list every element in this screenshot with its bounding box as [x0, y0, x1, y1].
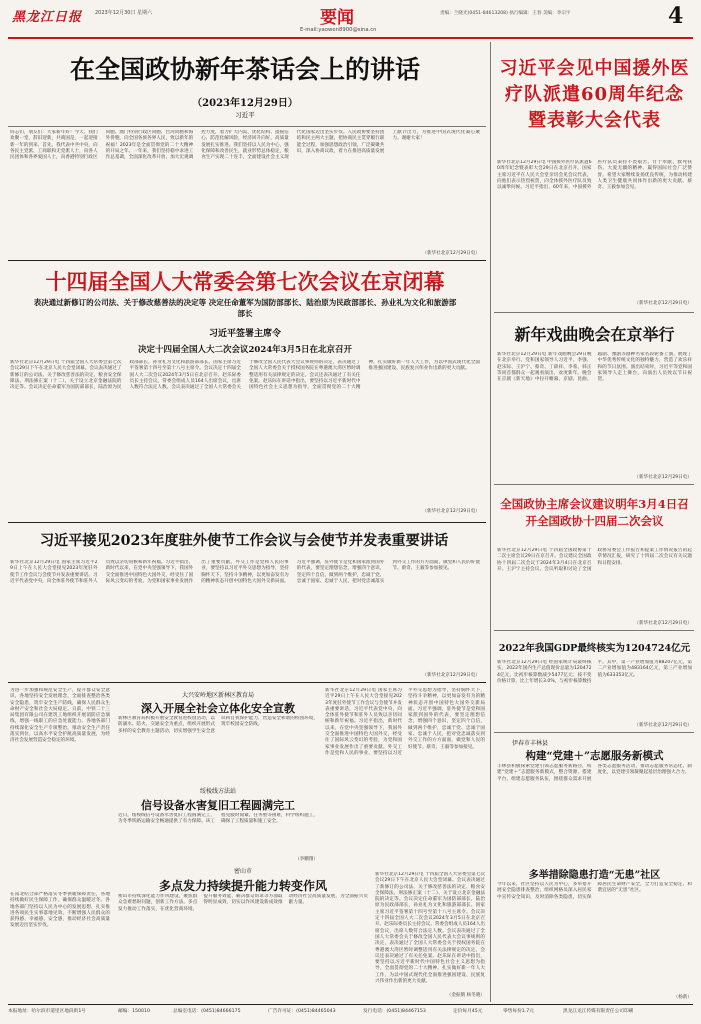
footer-price: 定价每月45元: [453, 1009, 483, 1014]
party-body-2: 今年以来，社区坚持以人民为中心，多举措开展安全隐患排查整治，组织网格员深入居民家中宣传安全知识，及时消除各类隐患，切实保障居民生命财产安全，全力打造安全稳定、和谐宜居的“无患”社区。: [497, 882, 692, 900]
story3-continued: 新华社北京12月29日电 国家主席习近平29日上午在人民大会堂接见2023年度驻外使节工作会议与会使节并发表重要讲话。习近平代表党中央，向全体驻外使节和驻外人员致以亲切问候和新年祝福。习近平指出，新时代以来，在党中央坚强领导下，我国外交全面推进中国特色大国外交，经受住了国际风云变幻的考验，为党和国家事业发展作出了重要贡献。外交工作是党和人民的事业，要坚持以习近平外交思想为指导，坚持胸怀天下，坚持斗争精神，以更加奋发有为的精神状态开创中国特色大国外交新局面。习近平强调，驻外使节是党和国家派到国外的代表，要坚定理想信念，增强四个意识，坚定四个自信，做到两个维护，忠诚于党、忠诚于国家、忠诚于人民，把对党忠诚落实到外交工作的方方面面，做党和人民的好使节。蔡奇、王毅等参加接见。: [325, 688, 485, 756]
lead-headline: 在全国政协新年茶话会上的讲话: [69, 55, 420, 84]
envoys-source: （新华社北京12月29日电）: [422, 673, 480, 678]
story3-continued-2: 新华社北京12月29日电 十四届全国人大常委会第七次会议29日下午在北京人民大会堂闭幕。会议表决通过了新修订的公司法、关于修改慈善法的决定、粮食安全保障法、刑法修正案（十二）、关于设立北京金融法院的决定等。会议决定任命董军为国防部部长，陆治原为民政部部长，孙业礼为文化和旅游部部长。国家主席习近平签署第十四号至第十八号主席令。会议决定十四届全国人大二次会议2024年3月5日在北京召开。赵乐际委员长主持会议。常委会组成人员164人出席会议，出席人数符合法定人数。会议表决通过了全国人大常委会关于修改全国人民代表大会议事规则的决定，表决通过了全国人大常委会关于授权国务院在粤港澳大湾区暂时调整适用有关法律规定的决定。会议还表决通过了有关任免案。赵乐际在讲话中指出，要坚持以习近平新时代中国特色社会主义思想为指导，全面贯彻党的二十大精神，扎实做好新一年人大工作，为以中国式现代化全面推进强国建设、民族复兴伟业作出新的更大贡献。: [375, 872, 485, 985]
repair-headline: 信号设备水害复旧工程圆满完工: [141, 799, 295, 812]
cppcc-body: 新华社北京12月29日电 十四届全国政协第十二次主席会议29日在京召开。会议建议全国政协十四届二次会议于2024年3月4日在北京召开。王沪宁主持会议。会议听取和讨论了全国政协常委会工作报告和提案工作情况报告的起草情况汇报，研究了十四届二次会议有关议题和日程安排。: [497, 548, 692, 572]
lead-dateline: （2023年12月29日）: [192, 98, 298, 109]
party-kicker: 伊春市丰林县: [512, 740, 549, 747]
footer-distribution: 发行电话：(0451)84467153: [363, 1009, 426, 1014]
party-body: 丰林县积极探索党建引领志愿服务新路径，构建“党建＋”志愿服务新模式，整合资源，搭建平台，组建志愿服务队伍，围绕群众需求开展各类志愿服务活动，推动志愿服务常态化、制度化，以党建引领凝聚起基层治理强大合力。: [497, 764, 692, 782]
envoys-top-rule: [8, 522, 486, 523]
doctors-rule: [494, 312, 694, 313]
envoys-headline: 习近平接见2023年度驻外使节工作会议与会使节并发表重要讲话: [39, 533, 449, 549]
npc-subline: 习近平签署主席令: [208, 329, 281, 339]
opera-body: 新华社北京12月29日电 新年戏曲晚会29日晚在北京举行。党和国家领导人习近平、李强、赵乐际、王沪宁、蔡奇、丁薛祥、李希、韩正等同首都群众一起观看演出，欢度新年。晚会在京剧《新天地》中拉开帷幕，京剧、昆曲、越剧、豫剧等剧种名家名段轮番上演，展现了中华优秀传统文化的独特魅力，营造了欢乐祥和的节日氛围。演出结束时，习近平等党和国家领导人走上舞台，向演出人员致以节日祝贺。: [497, 352, 692, 383]
doctors-body: 新华社北京12月29日电 中国援外医疗队派遣60周年纪念暨表彰大会29日在北京召开。国家主席习近平在人民大会堂亲切会见会议代表，向他们表示热烈祝贺，向全体援外医疗队员致以诚挚问候。习近平指出，60年来，中国援外医疗队员秉持不畏艰苦、甘于奉献、救死扶伤、大爱无疆的精神，赢得国际社会广泛赞誉。希望大家继续发扬优良传统，为推动构建人类卫生健康共同体作出新的更大贡献。蔡奇、王毅参加会见。: [497, 160, 692, 191]
footer-address: 本报地址：哈尔滨市道里区地段街1号: [8, 1009, 86, 1014]
footer: [8, 1008, 693, 1018]
story3-headline: 多点发力持续提升能力转变作风: [158, 879, 327, 893]
footer-news-hotline: 总编室电话：(0451)84666175: [173, 1009, 241, 1014]
masthead: [0, 0, 701, 37]
footer-ad-phone: 广告许可证：(0451)84465043: [268, 1009, 336, 1014]
opera-rule: [494, 484, 694, 485]
repair-body: 近日，绥棱线信号设备水害复旧工程圆满完工，为冬季铁路运输安全畅通提供了有力保障。该工程克服时间紧、任务重等困难，科学组织施工，确保了工程质量和施工安全。: [118, 813, 318, 825]
bottom-left-body: 为进一步加强和规范安全生产，提升群众安全意识，各地坚持安全发展理念，全面排查整治各类安全隐患，筑牢安全生产防线，确保人民群众生命财产安全和社会大局稳定。日前，中铁二十三局集团有限公司在建筑工地组织开展消防应急演练，增强一线职工的应急处置能力。各地各部门持续深化安全生产专项整治，推动安全生产责任落实到位，以高水平安全护航高质量发展，为经济社会发展营造安全稳定的环境。: [10, 688, 110, 744]
gdp-rule: [494, 732, 694, 733]
column-separator: [490, 42, 491, 1002]
footer-retail: 零售每份1.7元: [503, 1009, 534, 1014]
gdp-source: （新华社北京12月29日电）: [634, 723, 692, 728]
npc-body: 新华社北京12月29日电 十四届全国人大常委会第七次会议29日下午在北京人民大会堂闭幕。会议表决通过了新修订的公司法、关于修改慈善法的决定、粮食安全保障法、刑法修正案（十二）、关于设立北京金融法院的决定等。会议决定任命董军为国防部部长，陆治原为民政部部长，孙业礼为文化和旅游部部长。国家主席习近平签署第十四号至第十八号主席令。会议决定十四届全国人大二次会议2024年3月5日在北京召开。赵乐际委员长主持会议。常委会组成人员164人出席会议，出席人数符合法定人数。会议表决通过了全国人大常委会关于修改全国人民代表大会议事规则的决定，表决通过了全国人大常委会关于授权国务院在粤港澳大湾区暂时调整适用有关法律规定的决定。会议还表决通过了有关任免案。赵乐际在讲话中指出，要坚持以习近平新时代中国特色社会主义思想为指导，全面贯彻党的二十大精神，扎实做好新一年人大工作，为以中国式现代化全面推进强国建设、民族复兴伟业作出新的更大贡献。: [10, 360, 480, 391]
party-subheadline: 多举措除隐患打造“无患”社区: [528, 870, 661, 881]
lead-body: 同志们，朋友们：大家新年好！今天，我们欢聚一堂，辞旧迎新，共商国是，一起迎接新一年的到来。首先，我代表中共中央，向各民主党派、工商联和无党派人士，向各人民团体和各界爱国人士，向香港特别行政区同胞、澳门特别行政区同胞、台湾同胞和海外侨胞，向全国各族各界人民，致以新年的祝福！2023年是全面贯彻党的二十大精神的开局之年。一年来，我们坚持稳中求进工作总基调，全面深化改革开放，加大宏观调控力度，着力扩大内需、优化结构、提振信心、防范化解风险，经济回升向好，高质量发展扎实推进。我们坚持以人民为中心，强化保障和改善民生，就业形势总体稳定，粮食生产实现二十连丰，全面建设社会主义现代化国家迈出坚实步伐。人民政协要坚持团结和民主两大主题，把协商民主贯穿履行职能全过程，加强思想政治引领，广泛凝聚共识，深入协商议政，着力在推进高质量发展上献计出力，为推进中国式现代化凝心聚力。谢谢大家！: [10, 130, 480, 161]
community-kicker: 大兴安岭地区新林区教育局: [181, 692, 254, 699]
footer-printer: 黑龙江龙江传媒有限责任公司印刷: [563, 1009, 634, 1014]
lead-rule: [8, 126, 486, 127]
lead-author: 习近平: [235, 111, 255, 119]
opera-source: （新华社北京12月29日电）: [634, 475, 692, 480]
lead-source: （新华社北京12月29日电）: [422, 251, 480, 256]
bottom-left-body-2: 在南北结合部严格落实冬季供暖保障责任，各地持续做好民生保障工作，确保群众温暖过冬。各地各部门坚持以人民为中心的发展思想，扎实推进各项民生实事落地见效，不断增强人民群众的获得感、幸福感、安全感，推动经济社会高质量发展迈出坚实步伐。: [10, 892, 110, 929]
story3-body: 密山市持续深化能力作风建设，聚焦群众急难愁盼问题，创新工作方法，多点发力推动工作落实，在优化营商环境、提升服务效能、解决群众诉求等方面取得明显成效，切实以作风建设新成效推动经济社会高质量发展，为全面振兴贡献力量。: [118, 894, 368, 912]
story3-source: （金振鹤 杨冬晓）: [446, 993, 485, 998]
footer-postcode: 邮编：150010: [118, 1009, 150, 1014]
page-number: 4: [668, 3, 684, 29]
community-headline: 深入开展全社会立体化安全宣教: [141, 702, 295, 715]
gdp-body: 新华社北京12月29日电 经国家统计局最终核实，2022年国内生产总值现价总量为1204724亿元，比初步核算数减少5477亿元；按不变价格计算，比上年增长3.0%，与初步核算数持平。其中，第一产业增加值为88207亿元，第二产业增加值为483164亿元，第三产业增加值为633353亿元。: [497, 660, 692, 684]
envoys-bottom-rule: [8, 682, 486, 683]
npc-subline2: 决定十四届全国人大二次会议2024年3月5日在北京召开: [138, 345, 352, 355]
paper-name-logo: 黑龙江日报: [12, 10, 83, 25]
repair-kicker: 绥棱线方法站: [199, 788, 236, 795]
masthead-rule: [8, 37, 693, 39]
gdp-headline: 2022年我国GDP最终核实为1204724亿元: [498, 643, 691, 654]
opera-headline: 新年戏曲晚会在京举行: [514, 325, 675, 344]
cppcc-rule: [494, 630, 694, 631]
cppcc-source: （新华社北京12月29日电）: [634, 621, 692, 626]
issue-date: 2023年12月30日 星期六: [95, 10, 153, 16]
npc-headline: 十四届全国人大常委会第七次会议在京闭幕: [45, 269, 445, 294]
doctors-headline: 习近平会见中国援外医疗队派遣60周年纪念暨表彰大会代表: [499, 58, 690, 131]
footer-rule: [8, 1004, 693, 1005]
editor-info: 责编：兰晓光(0451-84613208) 执行编辑：王春 美编：李宗宇: [440, 11, 571, 16]
cppcc-headline: 全国政协主席会议建议明年3月4日召开全国政协十四届二次会议: [500, 497, 689, 528]
npc-source: （新华社北京12月29日电）: [422, 509, 480, 514]
party-headline: 构建“党建＋”志愿服务新模式: [525, 750, 664, 762]
section-title: 要闻: [320, 8, 354, 28]
community-body: 新林区教育局积极开展安全教育进校园活动，以防溺水、防火、交通安全为重点，组织开展形式多样的安全教育主题活动，切实增强学生安全意识和自我保护能力，营造安全和谐的校园环境，筑牢校园安全防线。: [118, 716, 318, 734]
section-email: E-mail:yaowen8900@sina.cn: [300, 27, 377, 33]
envoys-body: 新华社北京12月29日电 国家主席习近平29日上午在人民大会堂接见2023年度驻外使节工作会议与会使节并发表重要讲话。习近平代表党中央，向全体驻外使节和驻外人员致以亲切问候和新年祝福。习近平指出，新时代以来，在党中央坚强领导下，我国外交全面推进中国特色大国外交，经受住了国际风云变幻的考验，为党和国家事业发展作出了重要贡献。外交工作是党和人民的事业，要坚持以习近平外交思想为指导，坚持胸怀天下，坚持斗争精神，以更加奋发有为的精神状态开创中国特色大国外交新局面。习近平强调，驻外使节是党和国家派到国外的代表，要坚定理想信念，增强四个意识，坚定四个自信，做到两个维护，忠诚于党、忠诚于国家、忠诚于人民，把对党忠诚落实到外交工作的方方面面，做党和人民的好使节。蔡奇、王毅等参加接见。: [10, 560, 480, 584]
npc-top-rule: [8, 260, 486, 261]
story3-kicker: 密山市: [233, 868, 252, 875]
party-source: （杨新）: [673, 995, 692, 1000]
repair-source: （李鹏翔）: [295, 857, 318, 862]
npc-subtitle: 表决通过新修订的公司法、关于修改慈善法的决定等 决定任命董军为国防部部长、陆治原为民政部部长、孙业礼为文化和旅游部部长: [33, 298, 457, 318]
doctors-source: （新华社北京12月29日电）: [634, 301, 692, 306]
